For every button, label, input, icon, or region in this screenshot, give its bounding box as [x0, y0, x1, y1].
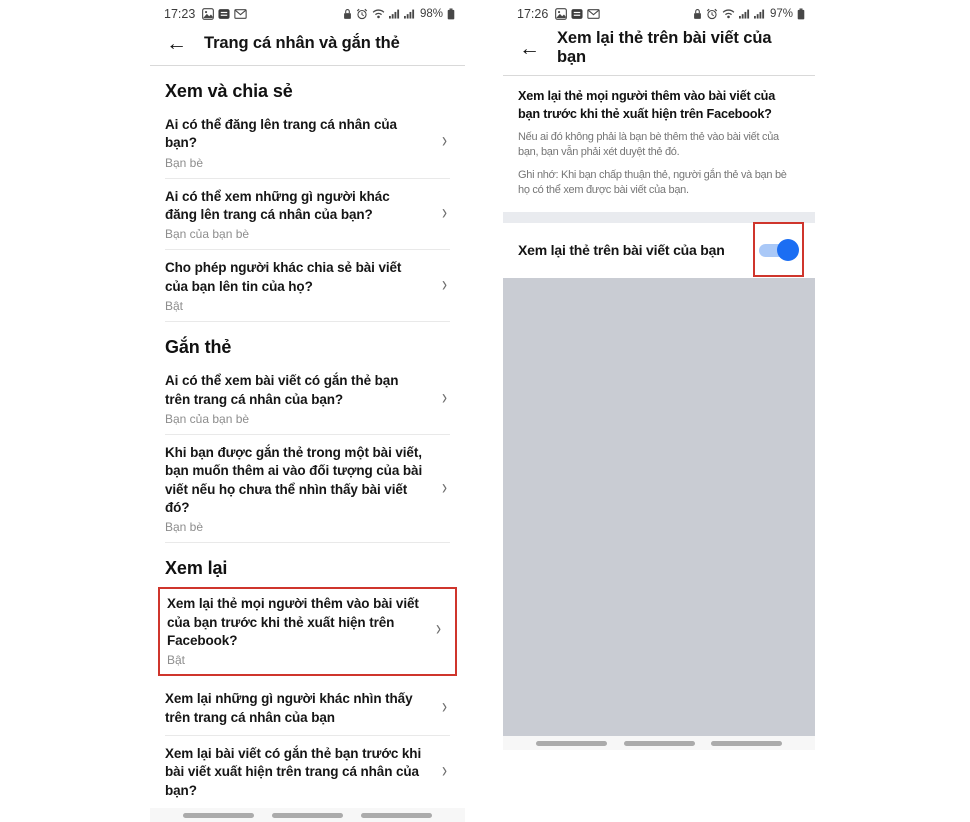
section-title-view-share: Xem và chia sẻ	[165, 81, 293, 101]
lock-icon	[693, 8, 702, 20]
chevron-right-icon	[442, 273, 447, 297]
status-bar	[503, 0, 815, 25]
app-header	[503, 25, 815, 75]
signal-icon	[739, 8, 750, 19]
navigation-bar	[503, 736, 815, 750]
chevron-right-icon	[442, 201, 447, 225]
right-phone-screen	[503, 0, 815, 750]
setting-title: Xem lại những gì người khác nhìn thấy trên trang cá nhân của bạn	[165, 691, 413, 725]
wifi-icon	[372, 8, 385, 19]
setting-title: Xem lại bài viết có gắn thẻ bạn trước khi bài viết xuất hiện trên trang cá nhân của bạn?	[165, 746, 422, 798]
mail-icon	[587, 9, 600, 19]
app-header	[150, 25, 465, 65]
nav-pill-home[interactable]	[624, 741, 695, 746]
setting-item-view-as[interactable]	[165, 681, 450, 735]
setting-title: Ai có thể xem những gì người khác đăng lên trang cá nhân của bạn?	[165, 188, 390, 223]
alarm-icon	[706, 8, 718, 20]
toggle-knob	[777, 239, 799, 261]
setting-title: Xem lại thẻ mọi người thêm vào bài viết của bạn trước khi thẻ xuất hiện trên Facebook?	[167, 596, 419, 649]
signal-icon	[389, 8, 400, 19]
chevron-right-icon	[442, 759, 447, 783]
mail-icon	[234, 9, 247, 19]
chevron-right-icon	[442, 386, 447, 410]
page-title: Trang cá nhân và gắn thẻ	[204, 33, 400, 52]
section-separator-band	[503, 212, 815, 223]
navigation-bar	[150, 808, 465, 822]
setting-item-who-sees-tagged-posts[interactable]	[165, 363, 450, 434]
setting-item-who-can-see-others-posts[interactable]	[165, 179, 450, 250]
review-tags-toggle[interactable]	[759, 238, 797, 262]
nav-pill-back[interactable]	[183, 813, 254, 818]
battery-percent: 98%	[419, 7, 443, 20]
chevron-right-icon	[436, 617, 441, 641]
battery-icon	[797, 8, 805, 20]
setting-value: Bật	[167, 653, 186, 668]
chevron-right-icon	[442, 476, 447, 500]
toggle-setting-row	[503, 223, 815, 278]
setting-description-block	[503, 76, 815, 212]
setting-title: Ai có thể xem bài viết có gắn thẻ bạn trên trang cá nhân của bạn?	[165, 373, 399, 407]
clock-time: 17:26	[517, 6, 549, 21]
photo-icon	[555, 8, 567, 20]
setting-item-who-can-post[interactable]	[165, 107, 450, 178]
nav-pill-home[interactable]	[272, 813, 343, 818]
setting-title: Cho phép người khác chia sẻ bài viết của bạn lên tin của họ?	[165, 260, 402, 294]
setting-value: Bạn của bạn bè	[165, 227, 250, 242]
setting-description-1: Nếu ai đó không phải là bạn bè thêm thẻ vào bài viết của bạn, bạn vẫn phải xét duyệt thẻ đó.	[518, 131, 779, 159]
setting-value: Bạn bè	[165, 520, 204, 535]
setting-item-tagged-audience-add[interactable]	[165, 435, 450, 542]
page-title: Xem lại thẻ trên bài viết của bạn	[557, 29, 772, 66]
chevron-right-icon	[442, 129, 447, 153]
nav-pill-recents[interactable]	[361, 813, 432, 818]
setting-value: Bạn của bạn bè	[165, 411, 250, 426]
app-icon	[571, 8, 583, 20]
setting-question-title: Xem lại thẻ mọi người thêm vào bài viết của bạn trước khi thẻ xuất hiện trên Facebook?	[518, 89, 776, 121]
back-arrow-icon[interactable]	[519, 38, 540, 59]
annotation-highlight-box	[158, 587, 457, 676]
setting-value: Bật	[165, 299, 184, 314]
photo-icon	[202, 8, 214, 20]
signal-icon	[404, 8, 415, 19]
setting-value: Bạn bè	[165, 155, 204, 170]
section-title-review: Xem lại	[165, 558, 228, 579]
clock-time: 17:23	[164, 6, 196, 21]
settings-list	[150, 66, 465, 808]
setting-item-review-tagged-posts[interactable]	[165, 736, 450, 808]
status-bar	[150, 0, 465, 25]
chevron-right-icon	[442, 695, 447, 719]
section-title-tagging: Gắn thẻ	[165, 337, 232, 358]
signal-icon	[754, 8, 765, 19]
setting-title: Khi bạn được gắn thẻ trong một bài viết, bạn muốn thêm ai vào đối tượng của bài viết nếu họ chưa thể nhìn thấy bài viết đó?	[165, 444, 423, 515]
back-arrow-icon[interactable]	[166, 33, 187, 54]
setting-description-2: Ghi nhớ: Khi bạn chấp thuận thẻ, người gắn thẻ và bạn bè họ có thể xem được bài viết của bạn.	[518, 168, 787, 197]
wifi-icon	[722, 8, 735, 19]
setting-item-review-tags[interactable]	[167, 593, 448, 667]
empty-gray-area	[503, 278, 815, 736]
toggle-label: Xem lại thẻ trên bài viết của bạn	[518, 242, 725, 259]
nav-pill-back[interactable]	[536, 741, 607, 746]
battery-percent: 97%	[769, 7, 793, 20]
app-icon	[218, 8, 230, 20]
battery-icon	[447, 8, 455, 20]
left-phone-screen	[150, 0, 465, 798]
nav-pill-recents[interactable]	[711, 741, 782, 746]
setting-item-allow-share-to-story[interactable]	[165, 250, 450, 321]
alarm-icon	[356, 8, 368, 20]
lock-icon	[343, 8, 352, 20]
setting-title: Ai có thể đăng lên trang cá nhân của bạn?	[165, 117, 397, 151]
